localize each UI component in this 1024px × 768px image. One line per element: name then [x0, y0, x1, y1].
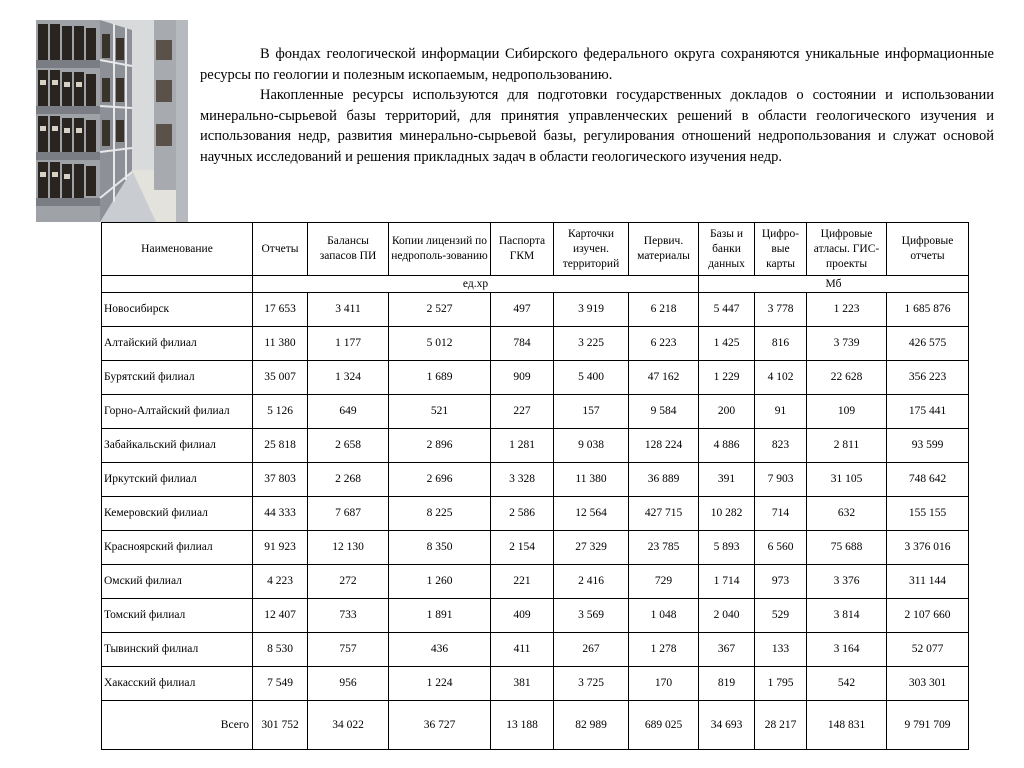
row-value: 157 [554, 395, 629, 429]
table-row [102, 327, 969, 361]
row-value: 170 [629, 667, 699, 701]
row-value: 133 [755, 633, 807, 667]
row-name: Хакасский филиал [102, 667, 253, 701]
row-name: Забайкальский филиал [102, 429, 253, 463]
table-body [102, 293, 969, 750]
row-value: 31 105 [807, 463, 887, 497]
row-value: 3 778 [755, 293, 807, 327]
row-name: Томский филиал [102, 599, 253, 633]
row-value: 367 [699, 633, 755, 667]
row-name: Горно-Алтайский филиал [102, 395, 253, 429]
row-value: 3 164 [807, 633, 887, 667]
row-value: 729 [629, 565, 699, 599]
row-value: 8 530 [253, 633, 308, 667]
table-row [102, 633, 969, 667]
row-value: 542 [807, 667, 887, 701]
row-value: 409 [491, 599, 554, 633]
row-value: 3 328 [491, 463, 554, 497]
units-storage-items: ед.хр [253, 276, 699, 293]
row-value: 2 896 [389, 429, 491, 463]
row-value: 2 040 [699, 599, 755, 633]
row-value: 8 350 [389, 531, 491, 565]
header-digital-maps: Цифро-вые карты [755, 223, 807, 276]
units-row [102, 276, 969, 293]
row-value: 6 560 [755, 531, 807, 565]
row-name: Алтайский филиал [102, 327, 253, 361]
row-value: 6 218 [629, 293, 699, 327]
row-value: 303 301 [887, 667, 969, 701]
row-value: 1 260 [389, 565, 491, 599]
header-gkm-passports: Паспорта ГКМ [491, 223, 554, 276]
row-value: 93 599 [887, 429, 969, 463]
header-digital-atlases: Цифровые атласы. ГИС-проекты [807, 223, 887, 276]
row-value: 267 [554, 633, 629, 667]
row-value: 426 575 [887, 327, 969, 361]
row-value: 973 [755, 565, 807, 599]
row-value: 12 564 [554, 497, 629, 531]
row-value: 155 155 [887, 497, 969, 531]
row-value: 956 [308, 667, 389, 701]
row-name: Иркутский филиал [102, 463, 253, 497]
row-value: 733 [308, 599, 389, 633]
archive-shelves-photo [36, 20, 188, 222]
row-value: 27 329 [554, 531, 629, 565]
row-value: 23 785 [629, 531, 699, 565]
row-value: 529 [755, 599, 807, 633]
row-value: 2 586 [491, 497, 554, 531]
total-label: Всего [102, 701, 253, 750]
row-value: 7 549 [253, 667, 308, 701]
row-name: Бурятский филиал [102, 361, 253, 395]
row-value: 47 162 [629, 361, 699, 395]
row-name: Тывинский филиал [102, 633, 253, 667]
row-value: 91 [755, 395, 807, 429]
row-value: 2 696 [389, 463, 491, 497]
row-value: 17 653 [253, 293, 308, 327]
row-value: 3 739 [807, 327, 887, 361]
row-value: 1 048 [629, 599, 699, 633]
row-value: 36 889 [629, 463, 699, 497]
row-value: 1 891 [389, 599, 491, 633]
header-digital-reports: Цифровые отчеты [887, 223, 969, 276]
row-value: 109 [807, 395, 887, 429]
row-value: 1 714 [699, 565, 755, 599]
intro-paragraph-1: В фондах геологической информации Сибирского федерального округа сохраняются уникальные информационные ресурсы по геологии и полезным ископаемым, недропользованию. [200, 46, 994, 83]
row-value: 200 [699, 395, 755, 429]
row-value: 381 [491, 667, 554, 701]
row-name: Кемеровский филиал [102, 497, 253, 531]
row-value: 436 [389, 633, 491, 667]
total-value: 689 025 [629, 701, 699, 750]
row-value: 823 [755, 429, 807, 463]
row-value: 1 425 [699, 327, 755, 361]
row-value: 5 447 [699, 293, 755, 327]
row-value: 35 007 [253, 361, 308, 395]
total-row [102, 701, 969, 750]
row-value: 819 [699, 667, 755, 701]
row-value: 427 715 [629, 497, 699, 531]
row-value: 8 225 [389, 497, 491, 531]
row-value: 2 107 660 [887, 599, 969, 633]
row-value: 3 725 [554, 667, 629, 701]
row-value: 5 400 [554, 361, 629, 395]
row-value: 521 [389, 395, 491, 429]
row-value: 3 569 [554, 599, 629, 633]
row-value: 2 811 [807, 429, 887, 463]
header-databases: Базы и банки данных [699, 223, 755, 276]
row-value: 52 077 [887, 633, 969, 667]
row-value: 2 527 [389, 293, 491, 327]
row-value: 748 642 [887, 463, 969, 497]
total-value: 148 831 [807, 701, 887, 750]
row-value: 272 [308, 565, 389, 599]
row-value: 91 923 [253, 531, 308, 565]
row-name: Новосибирск [102, 293, 253, 327]
row-value: 1 689 [389, 361, 491, 395]
row-value: 5 012 [389, 327, 491, 361]
row-value: 909 [491, 361, 554, 395]
row-value: 714 [755, 497, 807, 531]
row-value: 227 [491, 395, 554, 429]
table-row [102, 565, 969, 599]
row-value: 12 130 [308, 531, 389, 565]
row-value: 4 102 [755, 361, 807, 395]
table-row [102, 395, 969, 429]
row-value: 37 803 [253, 463, 308, 497]
intro-paragraph-2: Накопленные ресурсы используются для подготовки государственных докладов о состоянии и использовании минерально-сырьевой базы территорий, для принятия управленческих решений в области геологического изучения и использования недр, развития минерально-сырьевой базы, регулирования отношений недропользования и служат основой научных исследований и решения прикладных задач в области геологического изучения недр. [200, 87, 994, 165]
header-study-cards: Карточки изучен. территорий [554, 223, 629, 276]
row-value: 356 223 [887, 361, 969, 395]
row-value: 3 411 [308, 293, 389, 327]
row-value: 7 687 [308, 497, 389, 531]
row-value: 816 [755, 327, 807, 361]
total-value: 301 752 [253, 701, 308, 750]
row-value: 1 278 [629, 633, 699, 667]
table-row [102, 599, 969, 633]
row-value: 6 223 [629, 327, 699, 361]
row-value: 11 380 [253, 327, 308, 361]
row-value: 1 229 [699, 361, 755, 395]
table-row [102, 361, 969, 395]
row-value: 10 282 [699, 497, 755, 531]
row-value: 5 126 [253, 395, 308, 429]
intro-text [200, 44, 994, 167]
row-value: 632 [807, 497, 887, 531]
row-value: 649 [308, 395, 389, 429]
row-value: 411 [491, 633, 554, 667]
row-value: 2 658 [308, 429, 389, 463]
row-value: 12 407 [253, 599, 308, 633]
total-value: 9 791 709 [887, 701, 969, 750]
row-value: 25 818 [253, 429, 308, 463]
total-value: 28 217 [755, 701, 807, 750]
units-megabytes: Мб [699, 276, 969, 293]
table-row [102, 497, 969, 531]
row-value: 2 268 [308, 463, 389, 497]
table-row [102, 429, 969, 463]
total-value: 34 022 [308, 701, 389, 750]
table-row [102, 293, 969, 327]
table-row [102, 667, 969, 701]
row-value: 4 223 [253, 565, 308, 599]
row-value: 9 038 [554, 429, 629, 463]
row-value: 4 886 [699, 429, 755, 463]
row-name: Омский филиал [102, 565, 253, 599]
row-value: 784 [491, 327, 554, 361]
row-value: 757 [308, 633, 389, 667]
units-blank [102, 276, 253, 293]
row-value: 3 225 [554, 327, 629, 361]
table-header-row [102, 223, 969, 276]
geology-resources-table [101, 222, 969, 750]
total-value: 82 989 [554, 701, 629, 750]
row-value: 2 416 [554, 565, 629, 599]
header-reports: Отчеты [253, 223, 308, 276]
row-value: 221 [491, 565, 554, 599]
row-value: 7 903 [755, 463, 807, 497]
table-row [102, 463, 969, 497]
header-license-copies: Копии лицензий по недрополь-зованию [389, 223, 491, 276]
row-value: 1 224 [389, 667, 491, 701]
row-value: 44 333 [253, 497, 308, 531]
total-value: 13 188 [491, 701, 554, 750]
row-value: 3 376 [807, 565, 887, 599]
row-value: 3 376 016 [887, 531, 969, 565]
row-value: 22 628 [807, 361, 887, 395]
row-value: 2 154 [491, 531, 554, 565]
row-value: 75 688 [807, 531, 887, 565]
total-value: 36 727 [389, 701, 491, 750]
row-value: 1 281 [491, 429, 554, 463]
row-value: 1 177 [308, 327, 389, 361]
row-value: 3 814 [807, 599, 887, 633]
row-value: 175 441 [887, 395, 969, 429]
row-value: 128 224 [629, 429, 699, 463]
row-value: 9 584 [629, 395, 699, 429]
row-value: 1 795 [755, 667, 807, 701]
row-value: 311 144 [887, 565, 969, 599]
table-row [102, 531, 969, 565]
row-name: Красноярский филиал [102, 531, 253, 565]
header-balances: Балансы запасов ПИ [308, 223, 389, 276]
row-value: 5 893 [699, 531, 755, 565]
header-name: Наименование [102, 223, 253, 276]
row-value: 391 [699, 463, 755, 497]
header-primary-materials: Первич. материалы [629, 223, 699, 276]
total-value: 34 693 [699, 701, 755, 750]
row-value: 3 919 [554, 293, 629, 327]
row-value: 11 380 [554, 463, 629, 497]
row-value: 1 324 [308, 361, 389, 395]
row-value: 1 685 876 [887, 293, 969, 327]
row-value: 1 223 [807, 293, 887, 327]
row-value: 497 [491, 293, 554, 327]
